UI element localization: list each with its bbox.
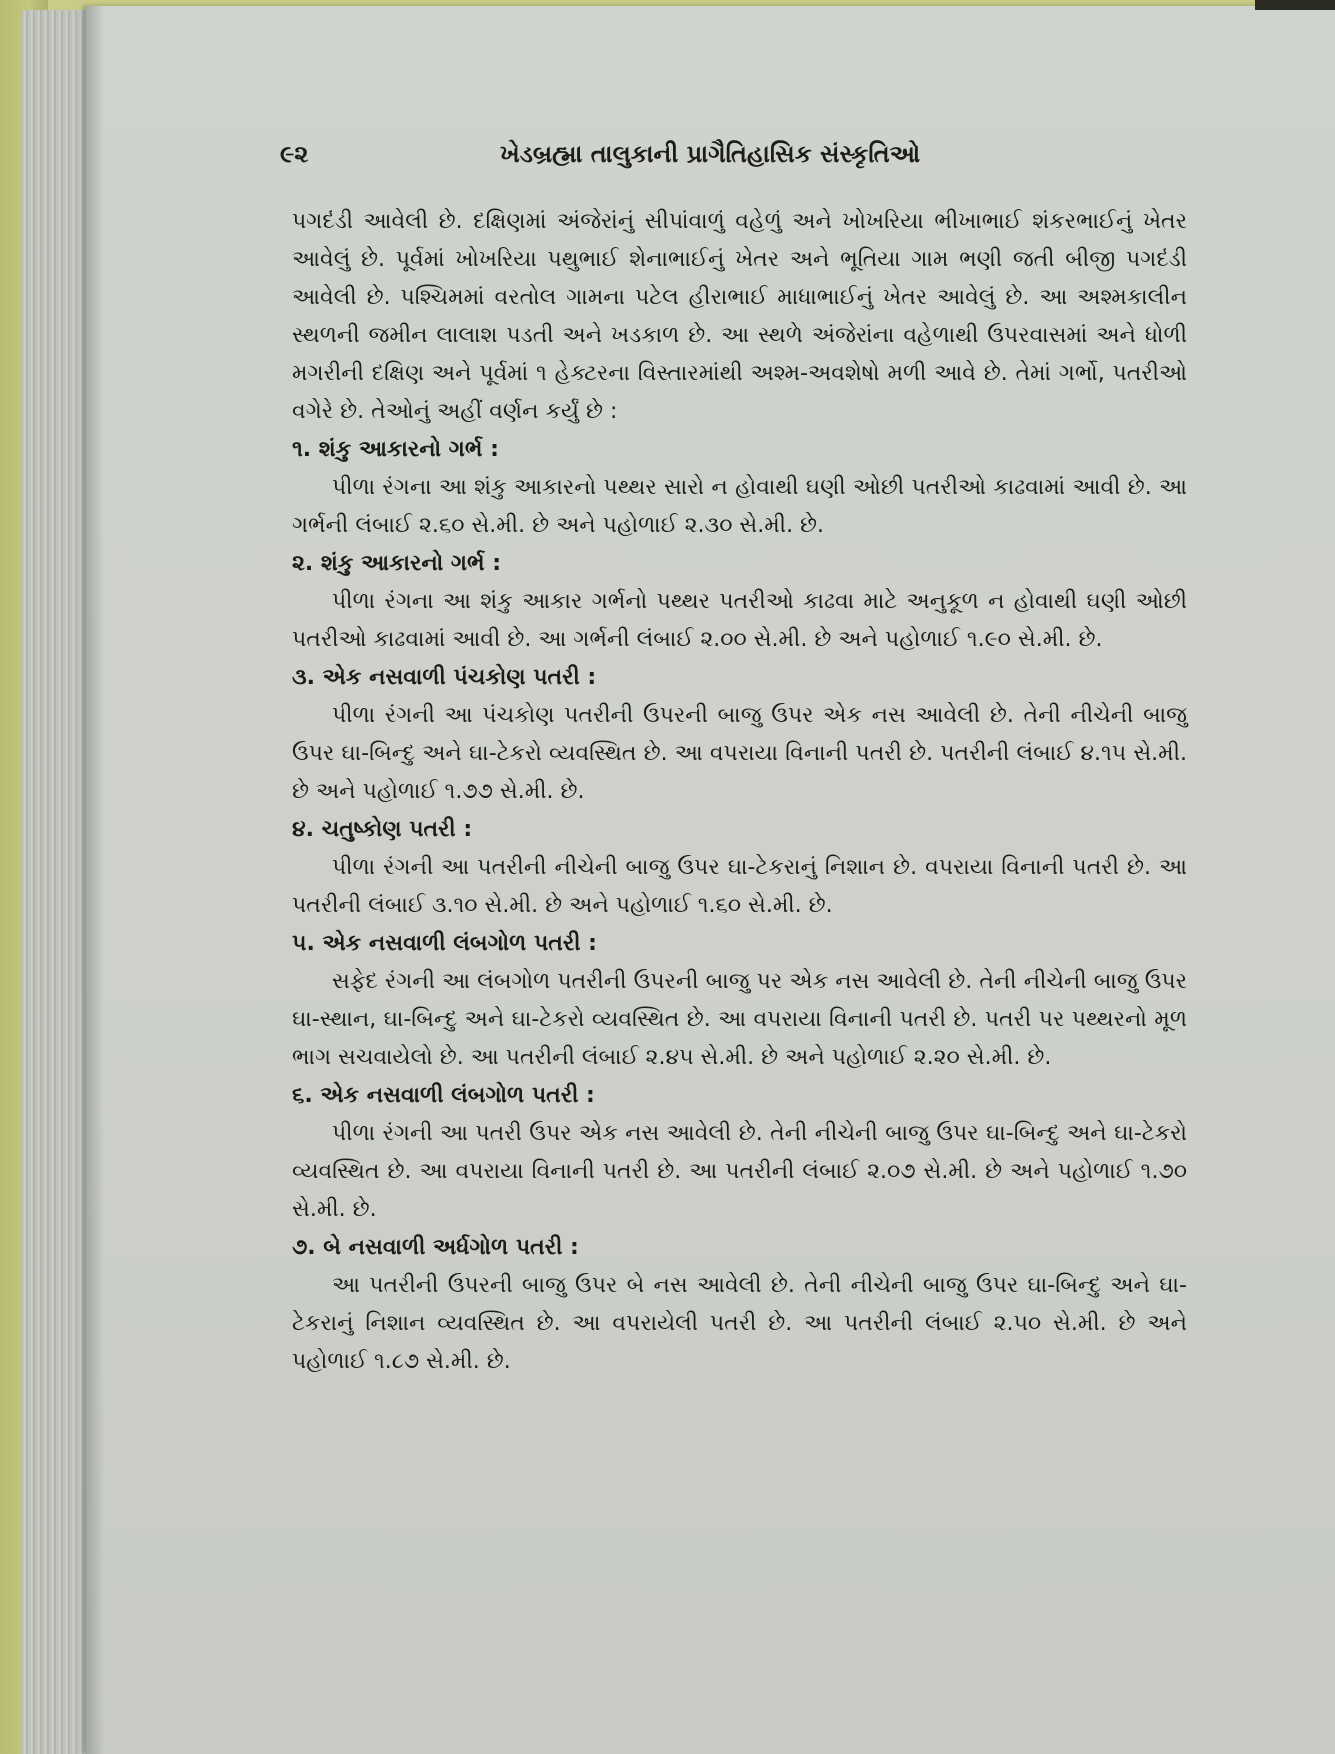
running-title: ખેડબ્રહ્મા તાલુકાની પ્રાગૈતિહાસિક સંસ્કૃતિઓ — [500, 140, 921, 168]
section-heading-7: ૭. બે નસવાળી અર્ધગોળ પતરી : — [292, 1235, 579, 1260]
section-heading-3: ૩. એક નસવાળી પંચકોણ પતરી : — [292, 665, 597, 690]
page-number: ૯૨ — [280, 140, 309, 168]
spine-shadow — [86, 6, 104, 1754]
section-heading-5: ૫. એક નસવાળી લંબગોળ પતરી : — [292, 931, 597, 956]
section-heading-1: ૧. શંકુ આકારનો ગર્ભ : — [292, 437, 499, 462]
section-text-6: પીળા રંગની આ પતરી ઉપર એક નસ આવેલી છે. તેની નીચેની બાજુ ઉપર ઘા-બિન્દુ અને ઘા-ટેકરો વ્યવસ્થિત છે. આ વપરાયા વિનાની પતરી છે. આ પતરીની લંબાઈ ૨.૦૭ સે.મી. છે અને પહોળાઈ ૧.૭૦ સે.મી. છે. — [292, 1121, 1187, 1222]
section-text-1: પીળા રંગના આ શંકુ આકારનો પથ્થર સારો ન હોવાથી ઘણી ઓછી પતરીઓ કાઢવામાં આવી છે. આ ગર્ભની લંબાઈ ૨.૬૦ સે.મી. છે અને પહોળાઈ ૨.૩૦ સે.મી. છે. — [292, 475, 1187, 538]
page-header — [280, 140, 1180, 180]
intro-paragraph: પગદંડી આવેલી છે. દક્ષિણમાં અંજેરાંનું સીપાંવાળું વહેળું અને ખોખરિયા ભીખાભાઈ શંકરભાઈનું ખેતર આવેલું છે. પૂર્વમાં ખોખરિયા પથુભાઈ શેનાભાઈનું ખેતર અને ભૂતિયા ગામ ભણી જતી બીજી પગદંડી આવેલી છે. પશ્ચિમમાં વરતોલ ગામના પટેલ હીરાભાઈ માધાભાઈનું ખેતર આવેલું છે. આ અશ્મકાલીન સ્થળની જમીન લાલાશ પડતી અને ખડકાળ છે. આ સ્થળે અંજેરાંના વહેળાથી ઉપરવાસમાં અને ધોળી મગરીની દક્ષિણ અને પૂર્વમાં ૧ હેક્ટરના વિસ્તારમાંથી અશ્મ-અવશેષો મળી આવે છે. તેમાં ગર્ભો, પતરીઓ વગેરે છે. તેઓનું અહીં વર્ણન કર્યું છે : — [292, 209, 1187, 424]
section-text-7: આ પતરીની ઉપરની બાજુ ઉપર બે નસ આવેલી છે. તેની નીચેની બાજુ ઉપર ઘા-બિન્દુ અને ઘા-ટેકરાનું નિશાન વ્યવસ્થિત છે. આ વપરાયેલી પતરી છે. આ પતરીની લંબાઈ ૨.૫૦ સે.મી. છે અને પહોળાઈ ૧.૮૭ સે.મી. છે. — [292, 1273, 1187, 1374]
section-heading-2: ૨. શંકુ આકારનો ગર્ભ : — [292, 551, 502, 576]
section-text-2: પીળા રંગના આ શંકુ આકાર ગર્ભનો પથ્થર પતરીઓ કાઢવા માટે અનુકૂળ ન હોવાથી ઘણી ઓછી પતરીઓ કાઢવામાં આવી છે. આ ગર્ભની લંબાઈ ૨.૦૦ સે.મી. છે અને પહોળાઈ ૧.૯૦ સે.મી. છે. — [292, 589, 1187, 652]
page-body — [292, 203, 1187, 1381]
page-corner — [1255, 0, 1335, 10]
section-heading-4: ૪. ચતુષ્કોણ પતરી : — [292, 817, 473, 842]
section-text-4: પીળા રંગની આ પતરીની નીચેની બાજુ ઉપર ઘા-ટેકરાનું નિશાન છે. વપરાયા વિનાની પતરી છે. આ પતરીની લંબાઈ ૩.૧૦ સે.મી. છે અને પહોળાઈ ૧.૬૦ સે.મી. છે. — [292, 855, 1187, 918]
section-text-5: સફેદ રંગની આ લંબગોળ પતરીની ઉપરની બાજુ પર એક નસ આવેલી છે. તેની નીચેની બાજુ ઉપર ઘા-સ્થાન, ઘા-બિન્દુ અને ઘા-ટેકરો વ્યવસ્થિત છે. આ વપરાયા વિનાની પતરી છે. પતરી પર પથ્થરનો મૂળ ભાગ સચવાયેલો છે. આ પતરીની લંબાઈ ૨.૪૫ સે.મી. છે અને પહોળાઈ ૨.૨૦ સે.મી. છે. — [292, 969, 1187, 1070]
section-text-3: પીળા રંગની આ પંચકોણ પતરીની ઉપરની બાજુ ઉપર એક નસ આવેલી છે. તેની નીચેની બાજુ ઉપર ઘા-બિન્દુ અને ઘા-ટેકરો વ્યવસ્થિત છે. આ વપરાયા વિનાની પતરી છે. પતરીની લંબાઈ ૪.૧૫ સે.મી. છે અને પહોળાઈ ૧.૭૭ સે.મી. છે. — [292, 703, 1187, 804]
section-heading-6: ૬. એક નસવાળી લંબગોળ પતરી : — [292, 1083, 595, 1108]
